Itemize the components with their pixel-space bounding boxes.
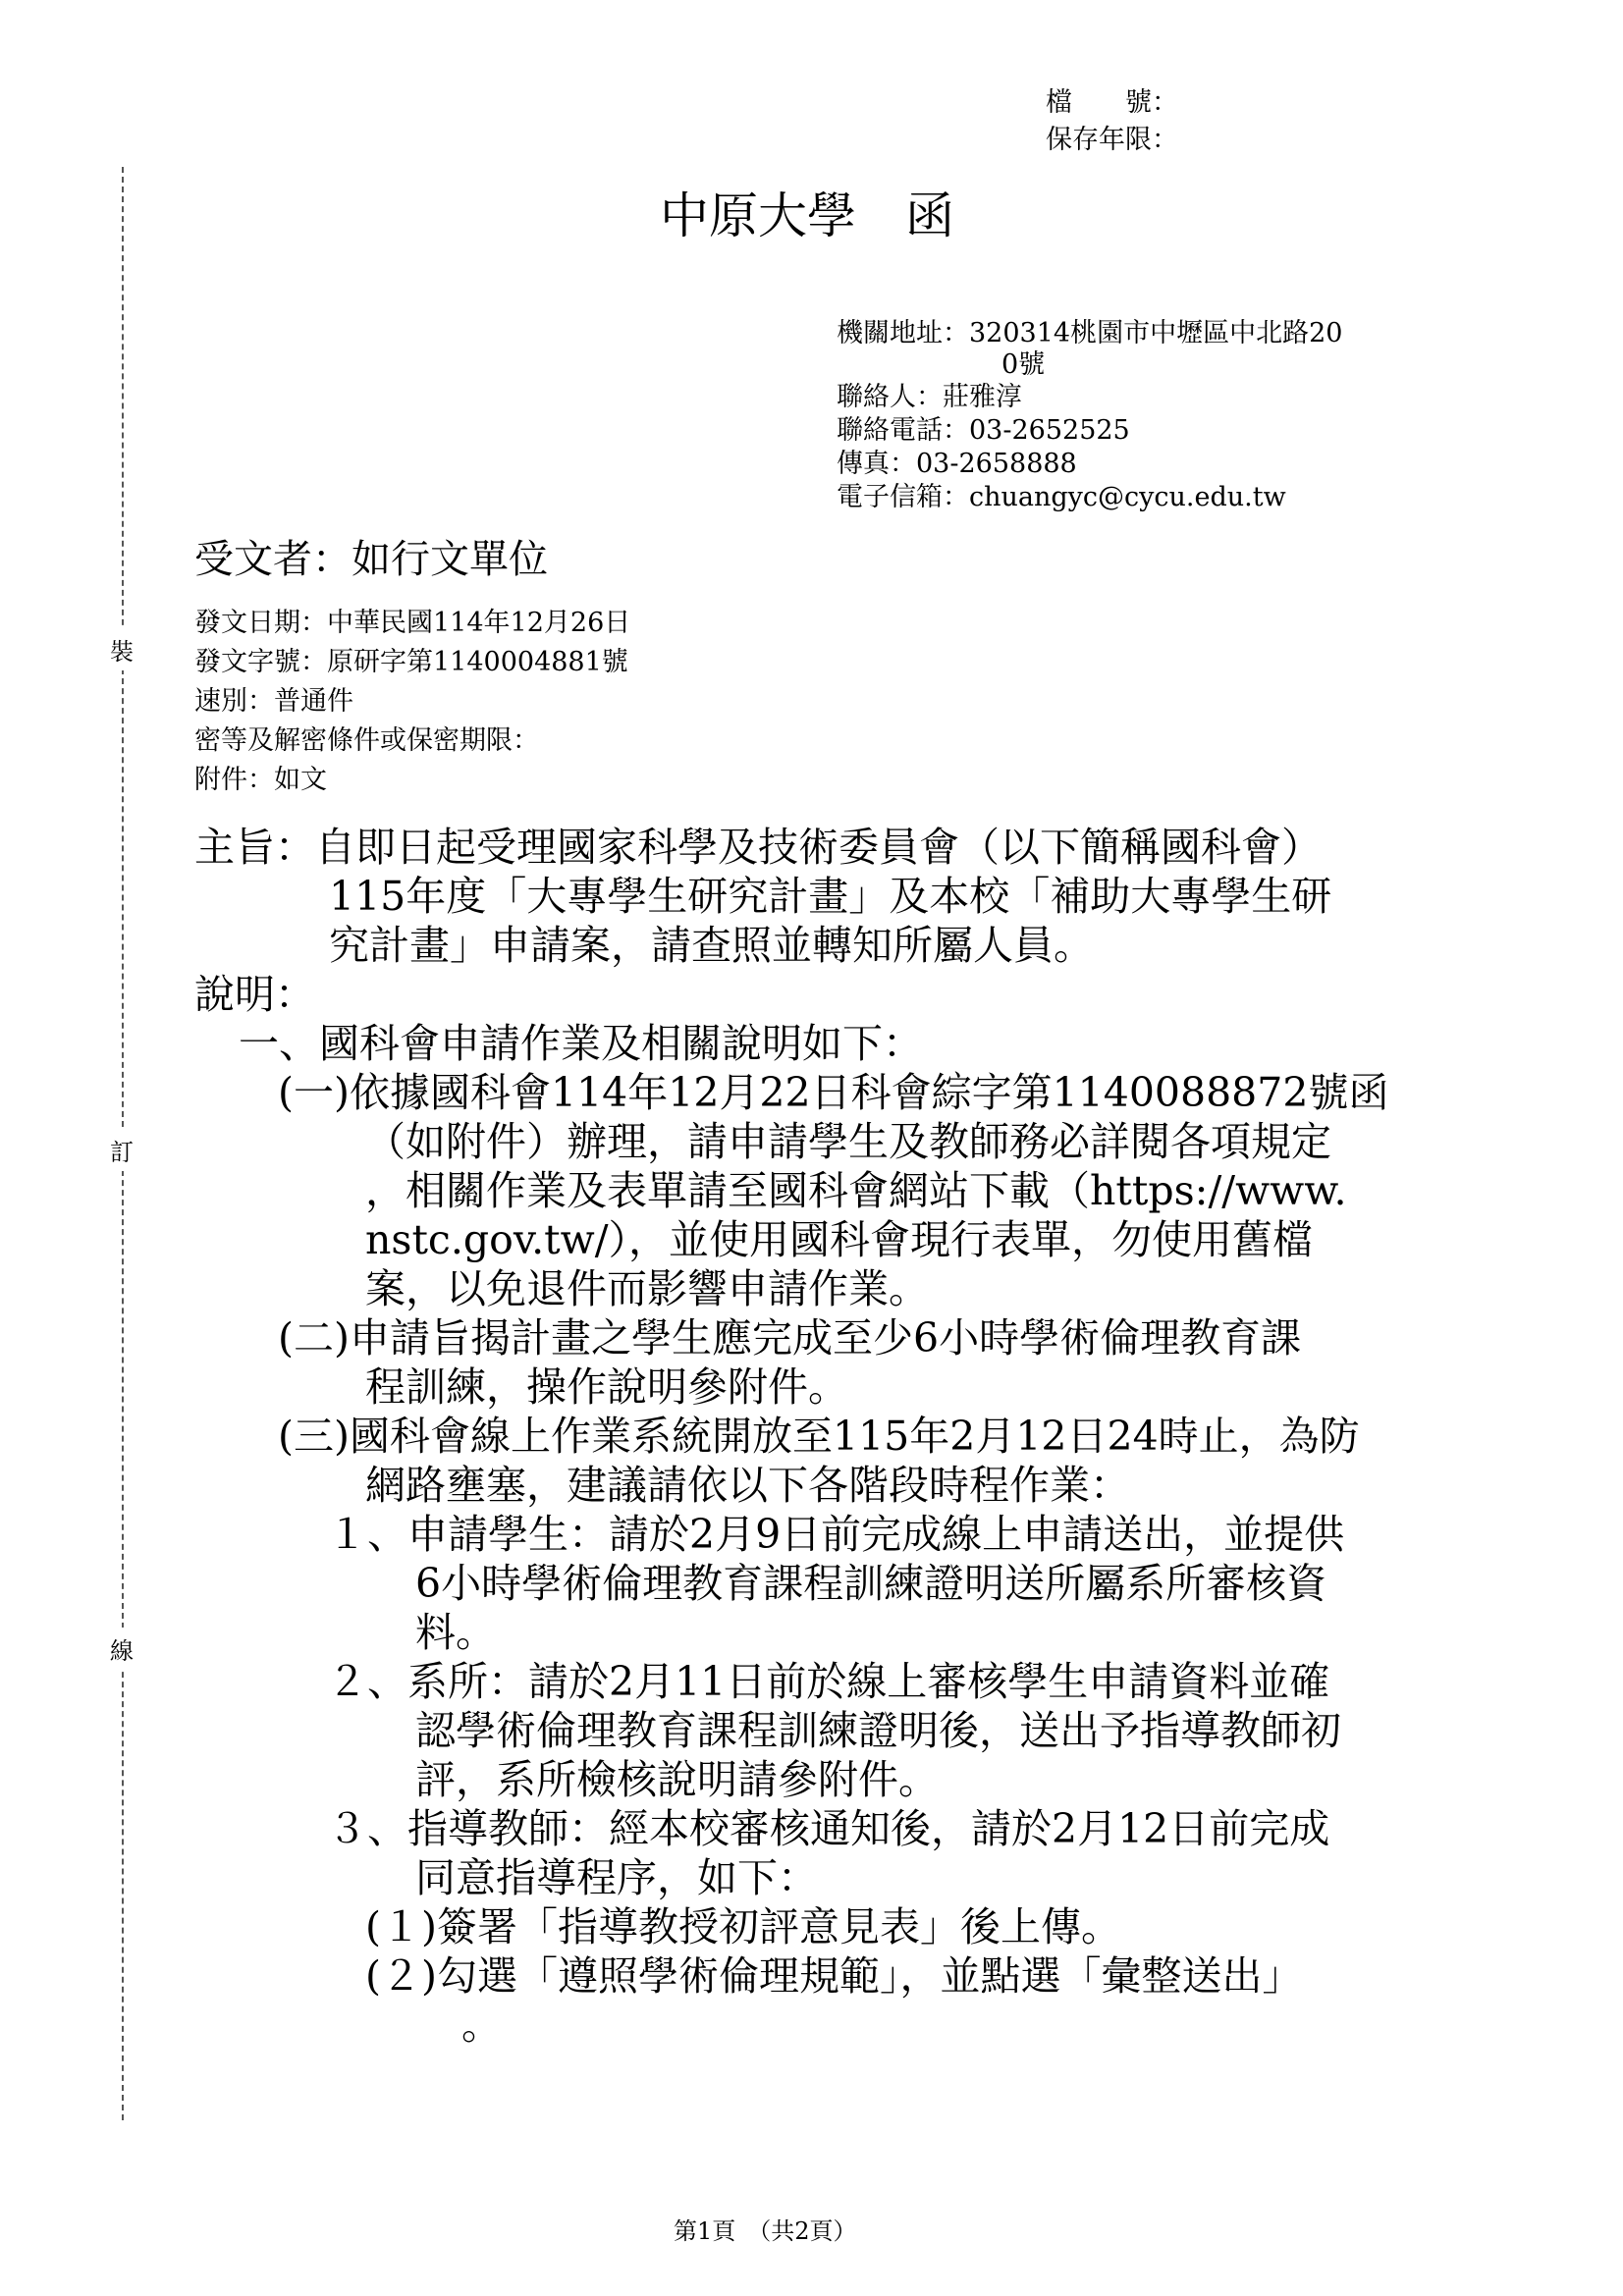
sender-contact: 聯絡人：莊雅淳 [837,382,1022,412]
issue-date: 發文日期：中華民國114年12月26日 [194,608,631,638]
sender-address-cont: 0號 [1001,349,1046,380]
item-line: 案，以免退件而影響申請作業。 [365,1265,929,1312]
procedure-line: (２)勾選「遵照學術倫理規範」，並點選「彙整送出」 [365,1952,1303,2000]
explanation-label: 說明： [194,971,315,1018]
subject-line: 究計畫」申請案，請查照並轉知所屬人員。 [329,922,1094,969]
sender-address: 機關地址：320314桃園市中壢區中北路20 [837,318,1343,348]
sub-item-line: ２、系所：請於2月11日前於線上審核學生申請資料並確 [327,1658,1330,1705]
item-line: 程訓練，操作說明參附件。 [365,1363,848,1411]
sub-item-line: １、申請學生：請於2月9日前完成線上申請送出，並提供 [327,1511,1345,1558]
item-line: (三)國科會線上作業系統開放至115年2月12日24時止，為防 [278,1413,1360,1460]
retention-period-label: 保存年限： [1046,125,1178,155]
delivery-speed: 速別：普通件 [194,686,353,717]
sub-item-line: 認學術倫理教育課程訓練證明後，送出予指導教師初 [415,1707,1341,1754]
sender-phone: 聯絡電話：03-2652525 [837,415,1130,446]
item-line: (二)申請旨揭計畫之學生應完成至少6小時學術倫理教育課 [278,1314,1302,1362]
sender-fax: 傳真：03-2658888 [837,449,1077,479]
subject-line: 主旨：自即日起受理國家科學及技術委員會（以下簡稱國科會） [194,824,1322,871]
procedure-line: 。 [461,2002,502,2049]
sender-email: 電子信箱：chuangyc@cycu.edu.tw [837,482,1286,512]
file-number-label: 檔 號： [1046,87,1178,118]
binding-char-xian: 線 [110,1628,134,1670]
sub-item-line: 料。 [415,1609,496,1656]
sub-item-line: 評，系所檢核說明請參附件。 [415,1756,939,1803]
binding-char-zhuang: 裝 [110,628,134,670]
item-line: nstc.gov.tw/），並使用國科會現行表單，勿使用舊檔 [365,1216,1314,1263]
procedure-line: (１)簽署「指導教授初評意見表」後上傳。 [365,1903,1121,1950]
item-line: 網路壅塞，建議請依以下各階段時程作業： [365,1462,1130,1509]
document-number: 發文字號：原研字第1140004881號 [194,647,628,677]
item-line: ，相關作業及表單請至國科會網站下載（https://www. [365,1167,1347,1214]
sub-item-line: ３、指導教師：經本校審核通知後，請於2月12日前完成 [327,1805,1330,1852]
recipient: 受文者：如行文單位 [194,537,548,582]
subject-line: 115年度「大專學生研究計畫」及本校「補助大專學生研 [329,873,1332,920]
secrecy-level: 密等及解密條件或保密期限： [194,725,539,756]
document-title: 中原大學 函 [660,187,954,244]
binding-char-ding: 訂 [110,1129,134,1171]
sub-item-line: 同意指導程序，如下： [415,1854,818,1901]
page-footer: 第1頁 （共2頁） [674,2217,857,2245]
item-line: （如附件）辦理，請申請學生及教師務必詳閱各項規定 [365,1118,1331,1165]
section-heading: 一、國科會申請作業及相關說明如下： [239,1020,923,1067]
attachment: 附件：如文 [194,765,327,795]
item-line: (一)依據國科會114年12月22日科會綜字第1140088872號函 [278,1069,1389,1116]
sub-item-line: 6小時學術倫理教育課程訓練證明送所屬系所審核資 [415,1560,1327,1607]
